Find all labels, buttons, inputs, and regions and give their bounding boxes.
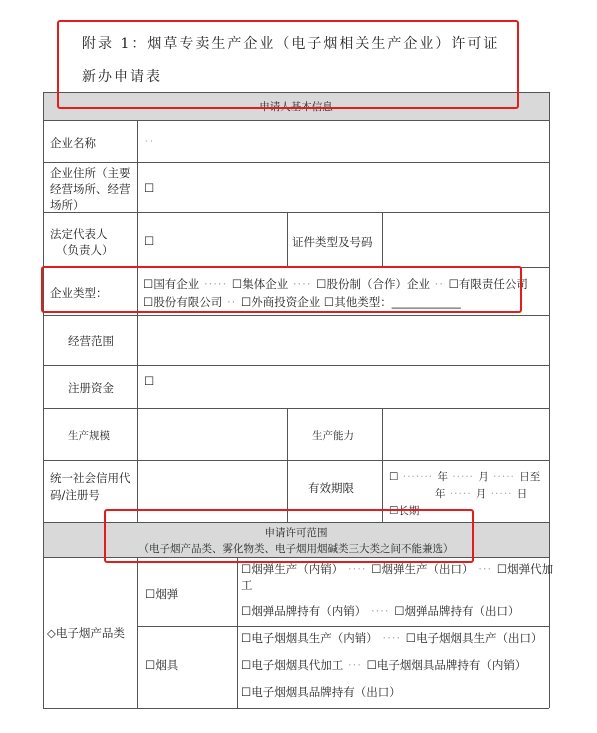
highlight-box-company-type: [41, 266, 522, 313]
validity-date-checkbox[interactable]: [389, 471, 398, 483]
label-legal-rep-2: （负责人）: [56, 243, 114, 257]
label-credit-code-2: 码/注册号: [50, 488, 100, 502]
section2-header: 申请许可范围: [264, 527, 328, 539]
cartridge-checkbox[interactable]: [145, 587, 155, 601]
other-type-blank[interactable]: ____________: [391, 295, 461, 309]
subcategory-cartridge: ☐ 烟弹: [145, 586, 178, 602]
section1-header: 申请人基本信息: [259, 101, 333, 113]
category-ecig-products: ◇电子烟产品类: [47, 626, 125, 640]
checkbox-cartridge-prod-export[interactable]: [371, 562, 381, 576]
label-address-3: 场所）: [50, 198, 85, 212]
label-id-type: 证件类型及号码: [292, 235, 373, 249]
label-production-scale: 生产规模: [68, 430, 110, 442]
validity-line-1: ☐ ······· 年 ····· 月 ····· 日至: [389, 469, 540, 484]
legal-rep-checkbox[interactable]: [144, 234, 154, 248]
checkbox-device-prod-export[interactable]: [406, 631, 416, 645]
label-address-2: 经营场所、经营: [50, 182, 131, 196]
label-legal-rep-1: 法定代表人: [50, 227, 108, 241]
section2-subheader: （电子烟产品类、雾化物类、电子烟用烟碱类三大类之间不能兼选）: [138, 543, 454, 555]
checkbox-cartridge-prod-domestic[interactable]: [241, 562, 251, 576]
validity-line-3: ☐ 长期: [389, 503, 419, 518]
cartridge-options-row1: ☐ 烟弹生产（内销） ···· ☐ 烟弹生产（出口） ··· ☐ 烟弹代加: [241, 561, 553, 577]
label-validity: 有效期限: [308, 481, 354, 495]
device-checkbox[interactable]: [145, 658, 155, 672]
checkbox-cartridge-brand-export[interactable]: [394, 604, 404, 618]
company-name-field[interactable]: · ·: [145, 137, 153, 146]
highlight-box-scope: [104, 509, 474, 563]
cartridge-oem-wrap: 工: [241, 578, 253, 592]
device-options-row1: ☐ 电子烟烟具生产（内销） ···· ☐ 电子烟烟具生产（出口）: [241, 630, 543, 646]
checkbox-device-oem[interactable]: [241, 658, 251, 672]
checkbox-device-brand-export[interactable]: [241, 685, 251, 699]
title-line-2: 新办申请表: [82, 69, 162, 85]
device-options-row3: ☐ 电子烟烟具品牌持有（出口）: [241, 684, 401, 700]
address-checkbox[interactable]: [144, 181, 154, 195]
label-credit-code-1: 统一社会信用代: [50, 471, 131, 485]
label-company-name: 企业名称: [50, 136, 96, 150]
highlight-box-title: [57, 20, 519, 109]
subcategory-device: ☐ 烟具: [145, 657, 178, 673]
checkbox-cartridge-oem[interactable]: [497, 562, 507, 576]
device-options-row2: ☐ 电子烟烟具代加工 ··· ☐ 电子烟烟具品牌持有（内销）: [241, 657, 526, 673]
checkbox-device-prod-domestic[interactable]: [241, 631, 251, 645]
label-company-type: 企业类型：: [50, 286, 108, 300]
validity-line-2: 年 ····· 月 ····· 日: [435, 488, 528, 500]
label-address-1: 企业住所（主要: [50, 166, 131, 180]
company-type-options-row2: ☐ 股份有限公司 ·· ☐ 外商投资企业 ☐ 其他类型：____________: [143, 294, 461, 310]
company-type-options-row1: ☐ 国有企业 ····· ☐ 集体企业 ···· ☐ 股份制（合作）企业 ·· ☐ 有限责任公司: [143, 276, 528, 292]
checkbox-device-brand-domestic[interactable]: [367, 658, 377, 672]
cartridge-options-row2: ☐ 烟弹品牌持有（内销） ···· ☐ 烟弹品牌持有（出口）: [241, 603, 520, 619]
checkbox-cartridge-brand-domestic[interactable]: [241, 604, 251, 618]
label-registered-capital: 注册资金: [68, 381, 114, 395]
capital-checkbox[interactable]: [144, 374, 154, 388]
label-business-scope: 经营范围: [68, 334, 114, 348]
title-line-1: 附录 1：烟草专卖生产企业（电子烟相关生产企业）许可证: [82, 36, 500, 52]
label-production-capacity: 生产能力: [312, 430, 354, 442]
